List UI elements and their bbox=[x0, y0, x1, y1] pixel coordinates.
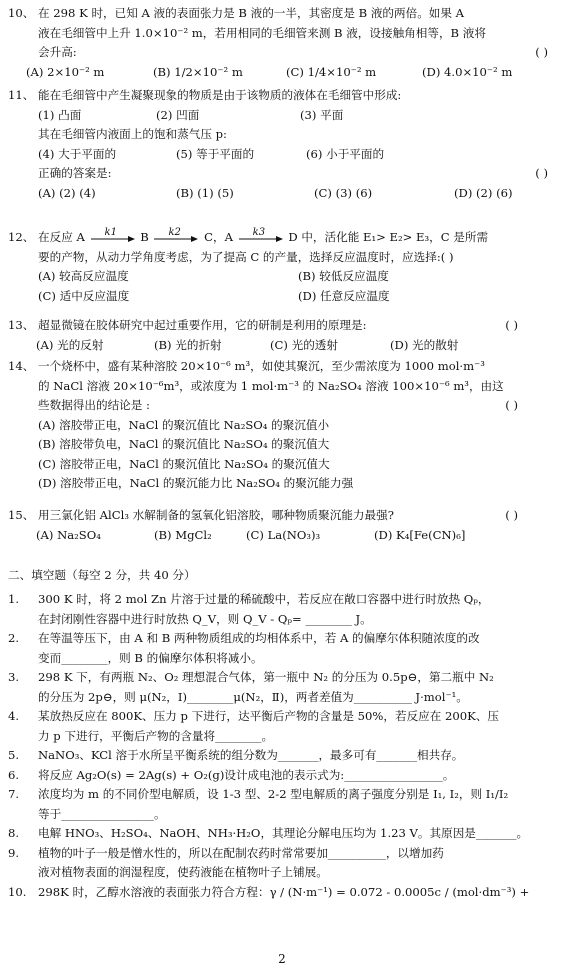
option-b: (B) 溶胶带负电，NaCl 的聚沉值比 Na₂SO₄ 的聚沉值大 bbox=[38, 437, 330, 451]
question-number: 3. bbox=[8, 670, 20, 684]
question-text: 液在毛细管中上升 1.0×10⁻² m，若用相同的毛细管来测 B 液，设接触角相等，B 液将 bbox=[38, 25, 486, 40]
question-number: 9. bbox=[8, 845, 20, 860]
option-b: (B) 1/2×10⁻² m bbox=[153, 64, 243, 79]
option-c: (C) 光的透射 bbox=[270, 337, 338, 352]
question-text: 植物的叶子一般是憎水性的，所以在配制农药时常常要加__________，以增加药 bbox=[38, 845, 444, 860]
option-d: (D) 溶胶带正电，NaCl 的聚沉能力比 Na₂SO₄ 的聚沉能力强 bbox=[38, 476, 354, 490]
question-text: 某放热反应在 800K、压力 p 下进行，达平衡后产物的含量是 50%，若反应在 200K、压 bbox=[38, 709, 500, 723]
option-d: (D) K₄[Fe(CN)₆] bbox=[374, 527, 466, 542]
question-text: 用三氯化铝 AlCl₃ 水解制备的氢氧化铝溶胶，哪种物质聚沉能力最强? bbox=[38, 508, 394, 522]
question-number: 6. bbox=[8, 767, 20, 782]
option-b: (B) MgCl₂ bbox=[154, 527, 212, 542]
question-text: 将反应 Ag₂O(s) = 2Ag(s) + O₂(g)设计成电池的表示式为:_________________。 bbox=[38, 767, 455, 782]
question-text: 能在毛细管中产生凝聚现象的物质是由于该物质的液体在毛细管中形成: bbox=[38, 88, 402, 102]
option-c: (C) (3) (6) bbox=[314, 185, 373, 200]
option-a: (A) 2×10⁻² m bbox=[26, 64, 105, 79]
question-text: 些数据得出的结论是 : bbox=[38, 398, 150, 412]
reaction-text: B bbox=[140, 230, 149, 244]
question-text: 298 K 下，有两瓶 N₂、O₂ 理想混合气体，第一瓶中 N₂ 的分压为 0.5p⊖，第二瓶中 N₂ bbox=[38, 670, 494, 684]
option-2: (2) 凹面 bbox=[156, 107, 200, 122]
answer-blank: ( ) bbox=[505, 508, 518, 522]
question-text: 超显微镜在胶体研究中起过重要作用，它的研制是利用的原理是: bbox=[38, 318, 367, 332]
fill-question bbox=[8, 746, 558, 766]
question-text: 等于________________。 bbox=[38, 806, 166, 821]
question-10 bbox=[8, 4, 558, 82]
question-text: 会升高: bbox=[38, 45, 77, 59]
question-text: 在封闭刚性容器中进行时放热 Q_V，则 Q_V - Qₚ= ________ J。 bbox=[38, 611, 372, 626]
question-15 bbox=[8, 506, 558, 545]
question-text: 其在毛细管内液面上的饱和蒸气压 p: bbox=[38, 127, 227, 141]
question-text: 正确的答案是: bbox=[38, 166, 112, 180]
question-number: 8. bbox=[8, 826, 20, 840]
option-d: (D) (2) (6) bbox=[454, 185, 513, 200]
question-text: 298K 时，乙醇水溶液的表面张力符合方程：γ / (N·m⁻¹) = 0.072 - 0.0005c / (mol·dm⁻³) + bbox=[38, 884, 530, 899]
question-number: 13、 bbox=[8, 318, 35, 332]
option-a: (A) (2) (4) bbox=[38, 185, 96, 200]
option-b: (B) (1) (5) bbox=[176, 185, 234, 200]
fill-question bbox=[8, 785, 558, 824]
fill-question bbox=[8, 590, 558, 629]
options bbox=[8, 63, 558, 83]
question-text: 力 p 下进行，平衡后产物的含量将________。 bbox=[38, 728, 274, 743]
option-b: (B) 较低反应温度 bbox=[298, 269, 389, 283]
reaction-text: 在反应 A bbox=[38, 230, 85, 244]
fill-question bbox=[8, 824, 558, 844]
question-text: 在等温等压下，由 A 和 B 两种物质组成的均相体系中，若 A 的偏摩尔体积随浓度的改 bbox=[38, 631, 480, 645]
question-number: 14、 bbox=[8, 359, 35, 373]
question-13 bbox=[8, 316, 558, 355]
option-c: (C) 适中反应温度 bbox=[38, 288, 130, 303]
option-b: (B) 光的折射 bbox=[154, 337, 222, 352]
options bbox=[8, 336, 558, 356]
question-text: 的分压为 2p⊖，则 μ(N₂，Ⅰ)________μ(N₂，Ⅱ)，两者差值为__________ J·mol⁻¹。 bbox=[38, 689, 468, 704]
reaction-text: D 中，活化能 E₁> E₂> E₃，C 是所需 bbox=[288, 230, 489, 244]
fill-question bbox=[8, 668, 558, 707]
option-d: (D) 任意反应温度 bbox=[298, 288, 390, 303]
option-c: (C) 溶胶带正电，NaCl 的聚沉值比 Na₂SO₄ 的聚沉值大 bbox=[38, 456, 330, 471]
option-c: (C) La(NO₃)₃ bbox=[246, 527, 321, 542]
question-number: 10. bbox=[8, 884, 27, 899]
rate-constant: k1 bbox=[104, 227, 117, 238]
section-heading: 二、填空题（每空 2 分，共 40 分） bbox=[8, 568, 196, 582]
option-6: (6) 小于平面的 bbox=[306, 146, 385, 161]
question-text: 变而________，则 B 的偏摩尔体积将减小。 bbox=[38, 650, 263, 665]
question-number: 4. bbox=[8, 709, 20, 723]
page-number: 2 bbox=[278, 952, 286, 966]
question-12 bbox=[8, 228, 558, 306]
question-number: 10、 bbox=[8, 6, 35, 20]
option-3: (3) 平面 bbox=[300, 107, 344, 122]
option-4: (4) 大于平面的 bbox=[38, 146, 117, 161]
question-number: 15、 bbox=[8, 508, 35, 522]
question-number: 7. bbox=[8, 787, 20, 801]
question-text: NaNO₃、KCl 溶于水所呈平衡系统的组分数为_______，最多可有_______相共存。 bbox=[38, 748, 464, 762]
options bbox=[8, 526, 558, 546]
question-text: 在 298 K 时，已知 A 液的表面张力是 B 液的一半，其密度是 B 液的两倍。如果 A bbox=[38, 6, 465, 20]
option-5: (5) 等于平面的 bbox=[176, 146, 255, 161]
reaction-arrow bbox=[152, 227, 200, 244]
question-text: 浓度均为 m 的不同价型电解质，设 1-3 型、2-2 型电解质的离子强度分别是 I₁, I₂，则 I₁/I₂ bbox=[38, 787, 509, 801]
options bbox=[8, 184, 558, 204]
option-d: (D) 4.0×10⁻² m bbox=[422, 64, 513, 79]
question-text: 的 NaCl 溶液 20×10⁻⁶m³，或浓度为 1 mol·m⁻³ 的 Na₂SO₄ 溶液 100×10⁻⁶ m³，由这 bbox=[38, 378, 504, 393]
option-d: (D) 光的散射 bbox=[390, 337, 459, 352]
fill-question bbox=[8, 629, 558, 668]
reaction-arrow bbox=[89, 227, 137, 244]
question-number: 5. bbox=[8, 748, 20, 762]
reaction-arrow bbox=[237, 227, 285, 244]
question-text: 一个烧杯中，盛有某种溶胶 20×10⁻⁶ m³，如使其聚沉，至少需浓度为 1000 mol·m⁻³ bbox=[38, 359, 485, 373]
question-text: 300 K 时，将 2 mol Zn 片溶于过量的稀硫酸中，若反应在敞口容器中进行时放热 Qₚ， bbox=[38, 592, 490, 606]
question-text: 要的产物，从动力学角度考虑，为了提高 C 的产量，选择反应温度时，应选择:( ) bbox=[38, 249, 454, 264]
question-number: 12、 bbox=[8, 230, 35, 244]
fill-question bbox=[8, 707, 558, 746]
question-number: 11、 bbox=[8, 88, 35, 102]
fill-question bbox=[8, 883, 558, 903]
question-14 bbox=[8, 357, 558, 494]
question-number: 1. bbox=[8, 592, 20, 606]
question-text: 液对植物表面的润湿程度，使药液能在植物叶子上铺展。 bbox=[38, 865, 328, 879]
fill-question bbox=[8, 844, 558, 883]
rate-constant: k2 bbox=[168, 227, 181, 238]
question-11 bbox=[8, 86, 558, 203]
question-text: 电解 HNO₃、H₂SO₄、NaOH、NH₃·H₂O，其理论分解电压均为 1.23 V。其原因是_______。 bbox=[38, 826, 529, 840]
fill-in-questions bbox=[8, 590, 558, 902]
option-a: (A) 溶胶带正电，NaCl 的聚沉值比 Na₂SO₄ 的聚沉值小 bbox=[38, 417, 330, 432]
answer-blank: ( ) bbox=[535, 166, 548, 180]
answer-blank: ( ) bbox=[505, 318, 518, 332]
question-number: 2. bbox=[8, 631, 20, 645]
option-1: (1) 凸面 bbox=[38, 107, 82, 122]
option-a: (A) 光的反射 bbox=[36, 337, 104, 352]
answer-blank: ( ) bbox=[505, 398, 518, 412]
option-c: (C) 1/4×10⁻² m bbox=[286, 64, 377, 79]
option-a: (A) Na₂SO₄ bbox=[36, 527, 101, 542]
fill-question bbox=[8, 766, 558, 786]
option-a: (A) 较高反应温度 bbox=[38, 269, 129, 283]
rate-constant: k3 bbox=[252, 227, 266, 238]
answer-blank: ( ) bbox=[535, 45, 548, 59]
reaction-text: C，A bbox=[204, 230, 233, 244]
